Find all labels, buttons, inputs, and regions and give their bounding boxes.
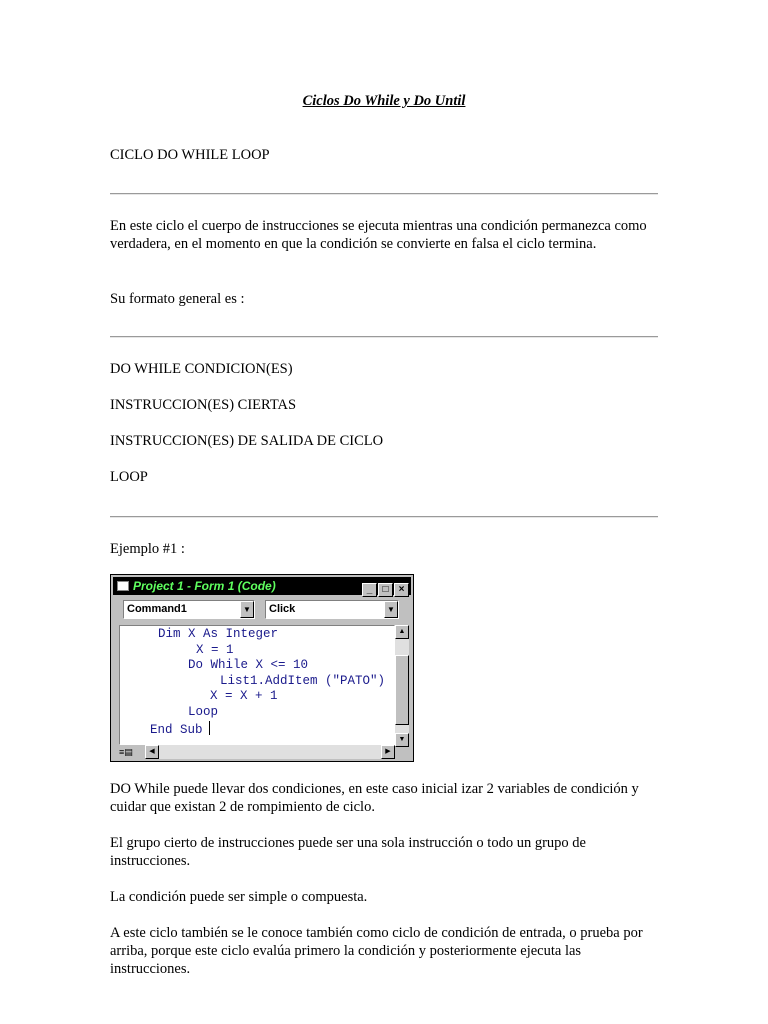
scroll-right-icon[interactable]: ▶ <box>381 745 395 759</box>
scroll-down-icon[interactable]: ▼ <box>395 733 409 747</box>
vb-code-window <box>110 574 414 762</box>
code-line: List1.AddItem ("PATO") <box>220 674 386 688</box>
example-label: Ejemplo #1 : <box>110 541 185 557</box>
chevron-down-icon[interactable]: ▼ <box>240 601 254 618</box>
window-titlebar <box>113 577 411 595</box>
code-line: Loop <box>188 705 219 719</box>
object-combo[interactable] <box>123 600 255 619</box>
code-line: X = 1 <box>196 643 234 657</box>
vertical-scrollbar[interactable] <box>395 625 409 747</box>
code-line: Dim X As Integer <box>158 627 279 641</box>
object-combo-value: Command1 <box>127 603 187 615</box>
intro-paragraph: En este ciclo el cuerpo de instrucciones se ejecuta mientras una condición permanezca como verdadera, en el momento en que la condición se convierte en falsa el ciclo termina. <box>110 218 647 252</box>
code-editor[interactable] <box>119 625 395 745</box>
scroll-up-icon[interactable]: ▲ <box>395 625 409 639</box>
event-combo[interactable] <box>265 600 399 619</box>
chevron-down-icon[interactable]: ▼ <box>384 601 398 618</box>
body-paragraph: A este ciclo también se le conoce también como ciclo de condición de entrada, o prueba por arriba, porque este ciclo evalúa primero la condición y posteriormente ejecuta las instrucciones. <box>110 925 643 977</box>
view-mode-icon[interactable]: ≡▤ <box>119 745 145 759</box>
syntax-line: DO WHILE CONDICION(ES) <box>110 361 293 377</box>
window-title: Project 1 - Form 1 (Code) <box>133 579 276 593</box>
code-line-last <box>150 721 210 739</box>
syntax-line: INSTRUCCION(ES) CIERTAS <box>110 397 297 413</box>
text-cursor <box>209 721 210 735</box>
divider <box>110 516 658 518</box>
code-line: End Sub <box>150 723 203 737</box>
event-combo-value: Click <box>269 603 296 615</box>
body-paragraph: El grupo cierto de instrucciones puede ser una sola instrucción o todo un grupo de instrucciones. <box>110 835 586 869</box>
format-label: Su formato general es : <box>110 291 245 307</box>
minimize-icon[interactable]: _ <box>362 583 377 597</box>
code-line: X = X + 1 <box>210 689 278 703</box>
syntax-line: INSTRUCCION(ES) DE SALIDA DE CICLO <box>110 433 384 449</box>
section-heading: CICLO DO WHILE LOOP <box>110 147 270 163</box>
syntax-line: LOOP <box>110 469 148 485</box>
body-paragraph: La condición puede ser simple o compuesta. <box>110 889 368 905</box>
close-icon[interactable]: × <box>394 583 409 597</box>
window-controls <box>361 579 409 597</box>
horizontal-scrollbar[interactable] <box>119 745 395 759</box>
body-paragraph: DO While puede llevar dos condiciones, en este caso inicial izar 2 variables de condición y cuidar que existan 2 de rompimiento de ciclo. <box>110 781 639 815</box>
divider <box>110 336 658 338</box>
document-title: Ciclos Do While y Do Until <box>302 93 466 109</box>
maximize-icon[interactable]: □ <box>378 583 393 597</box>
scroll-left-icon[interactable]: ◀ <box>145 745 159 759</box>
divider <box>110 193 658 195</box>
code-line: Do While X <= 10 <box>188 658 309 672</box>
scroll-thumb[interactable] <box>395 655 409 725</box>
window-icon <box>117 581 129 591</box>
